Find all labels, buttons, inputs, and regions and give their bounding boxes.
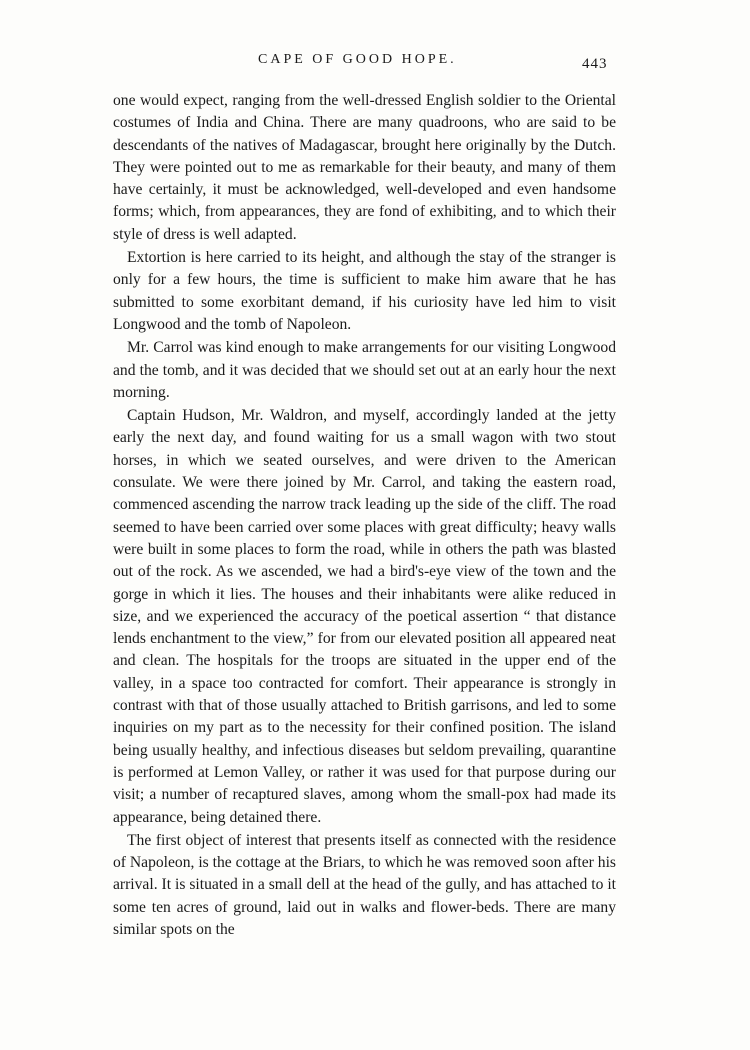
running-head: [0, 52, 750, 76]
paragraph: Extortion is here carried to its height, and although the stay of the stranger is only for a few hours, the time is sufficient to make him aware that he has submitted to some exorbitant demand, if his curiosity have led him to visit Longwood and the tomb of Napoleon.: [113, 249, 616, 333]
page-number: 443: [582, 56, 608, 72]
paragraph: Captain Hudson, Mr. Waldron, and myself, accordingly landed at the jetty early the next day, and found waiting for us a small wagon with two stout horses, in which we seated ourselves, and were driven to the American consulate. We were there joined by Mr. Carrol, and taking the eastern road, commenced ascending the narrow track leading up the side of the cliff. The road seemed to have been carried over some places with great difficulty; heavy walls were built in some places to form the road, while in others the path was blasted out of the rock. As we ascended, we had a bird's-eye view of the town and the gorge in which it lies. The houses and their inhabitants were alike reduced in size, and we experienced the accuracy of the poetical assertion “ that distance lends enchantment to the view,” for from our elevated position all appeared neat and clean. The hospitals for the troops are situated in the upper end of the valley, in a space too contracted for comfort. Their appearance is strongly in contrast with that of those usually attached to British garrisons, and led to some inquiries on my part as to the necessity for their confined position. The island being usually healthy, and infectious diseases but seldom prevailing, quarantine is performed at Lemon Valley, or rather it was used for that purpose during our visit; a number of recaptured slaves, among whom the small-pox had made its appearance, being detained there.: [113, 407, 616, 826]
body-text: [113, 90, 616, 942]
paragraph: The first object of interest that presents itself as connected with the residence of Napoleon, is the cottage at the Briars, to which he was removed soon after his arrival. It is situated in a small dell at the head of the gully, and has attached to it some ten acres of ground, laid out in walks and flower-beds. There are many similar spots on the: [113, 831, 616, 938]
paragraph: one would expect, ranging from the well-dressed English soldier to the Oriental costumes of India and China. There are many quadroons, who are said to be descendants of the natives of Madagascar, brought here originally by the Dutch. They were pointed out to me as remarkable for their beauty, and many of them have certainly, it must be acknowledged, well-developed and even handsome forms; which, from appearances, they are fond of exhibiting, and to which their style of dress is well adapted.: [113, 92, 616, 243]
running-title: CAPE OF GOOD HOPE.: [258, 52, 457, 67]
paragraph: Mr. Carrol was kind enough to make arrangements for our visiting Longwood and the tomb, and it was decided that we should set out at an early hour the next morning.: [113, 339, 616, 401]
